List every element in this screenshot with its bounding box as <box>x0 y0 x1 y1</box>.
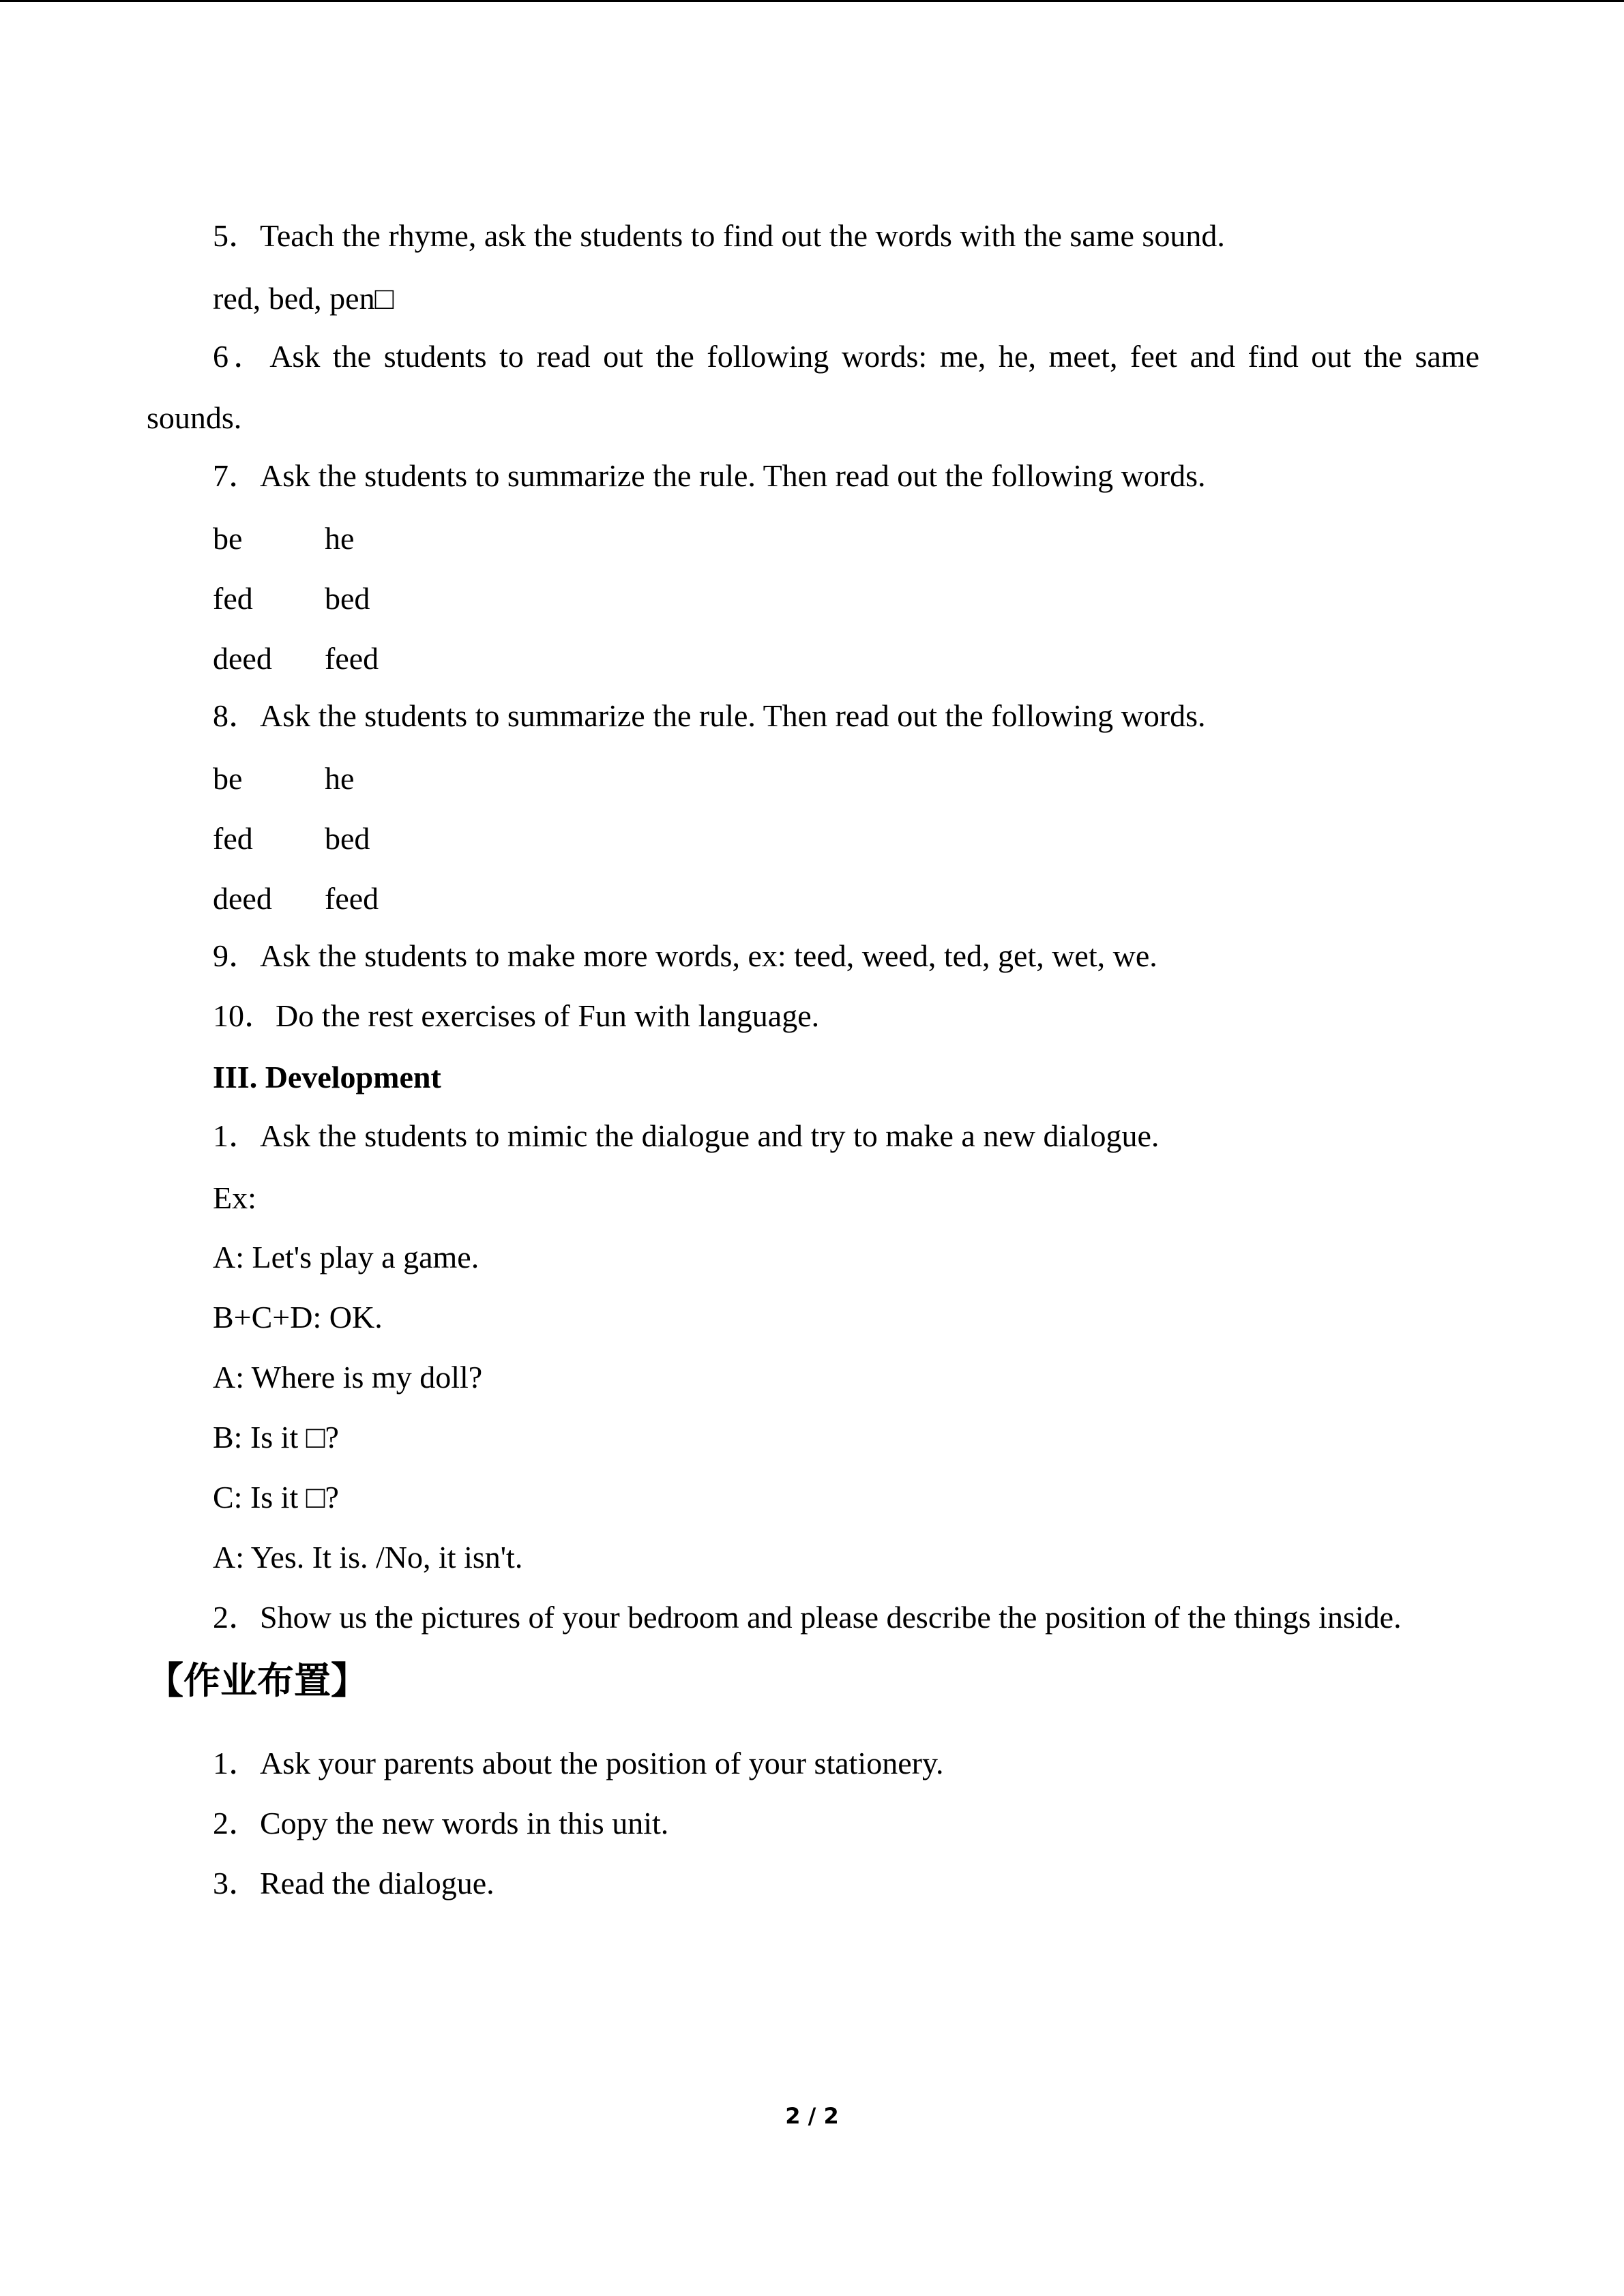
step-7-text: 7．Ask the students to summarize the rule. Then read out the following words. <box>213 458 1206 493</box>
page-top-border <box>0 0 1624 2</box>
step-8-text: 8．Ask the students to summarize the rule. Then read out the following words. <box>213 698 1206 733</box>
dialogue-line: B+C+D: OK. <box>213 1300 383 1335</box>
word-pair-row <box>213 640 379 678</box>
dialogue-line: A: Yes. It is. /No, it isn't. <box>213 1540 523 1575</box>
word: feed <box>325 881 379 916</box>
step-5-text: 5．Teach the rhyme, ask the students to find out the words with the same sound. <box>213 218 1225 253</box>
homework-item: 3．Read the dialogue. <box>213 1866 494 1900</box>
word-pair-row <box>213 880 379 918</box>
word-pair-row <box>213 820 370 858</box>
word: fed <box>213 821 253 856</box>
dialogue-line: C: Is it □? <box>213 1480 339 1515</box>
word: bed <box>325 821 370 856</box>
homework-item: 2．Copy the new words in this unit. <box>213 1806 669 1840</box>
word: be <box>213 761 243 796</box>
step-6-text: 6．Ask the students to read out the following words: me, he, meet, feet and find out the same <box>213 339 1479 374</box>
word-pair-row <box>213 580 370 618</box>
step-10-text: 10．Do the rest exercises of Fun with language. <box>213 998 820 1033</box>
word: be <box>213 521 243 556</box>
word: deed <box>213 641 272 676</box>
development-step-1: 1．Ask the students to mimic the dialogue and try to make a new dialogue. <box>213 1118 1160 1153</box>
word-pair-row <box>213 520 354 558</box>
word: feed <box>325 641 379 676</box>
dialogue-line: B: Is it □? <box>213 1420 339 1455</box>
word: bed <box>325 581 370 616</box>
homework-heading: 【作业布置】 <box>147 1659 368 1702</box>
step-6-continuation: sounds. <box>147 400 242 435</box>
word-pair-row <box>213 760 354 798</box>
word: he <box>325 521 355 556</box>
section-heading-development: III. Development <box>213 1060 441 1094</box>
word: he <box>325 761 355 796</box>
word: fed <box>213 581 253 616</box>
rhyme-words: red, bed, pen□ <box>213 281 394 316</box>
homework-item: 1．Ask your parents about the position of your stationery. <box>213 1746 944 1780</box>
word: deed <box>213 881 272 916</box>
example-label: Ex: <box>213 1180 256 1215</box>
page-number: 2 / 2 <box>785 2103 839 2129</box>
dialogue-line: A: Where is my doll? <box>213 1360 483 1395</box>
step-9-text: 9．Ask the students to make more words, ex: teed, weed, ted, get, wet, we. <box>213 938 1157 973</box>
development-step-2: 2．Show us the pictures of your bedroom and please describe the position of the things inside. <box>213 1600 1402 1635</box>
dialogue-line: A: Let's play a game. <box>213 1240 479 1274</box>
